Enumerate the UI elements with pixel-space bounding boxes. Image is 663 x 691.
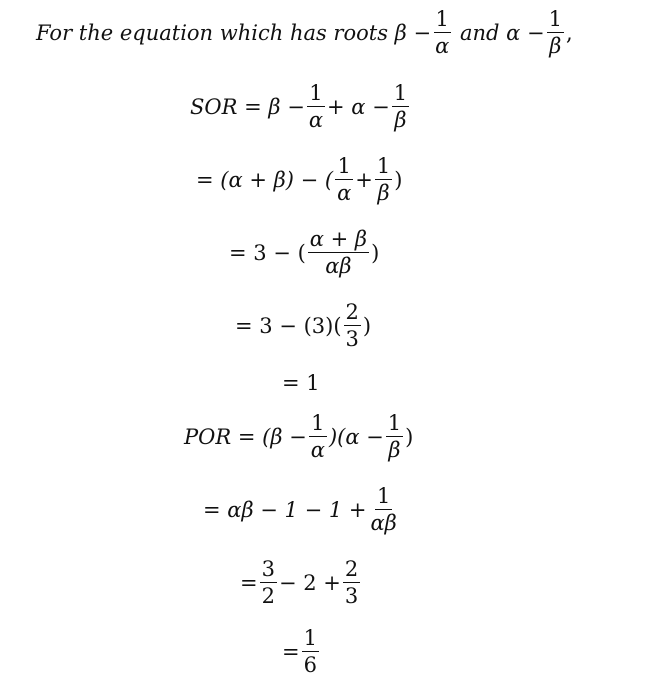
- por-result: [282, 627, 321, 676]
- step2-fraction-1-den: α: [337, 181, 352, 206]
- por-fraction-2: [386, 412, 403, 461]
- step4-fraction-num: 2: [344, 301, 361, 326]
- por-step-3: [240, 558, 362, 607]
- root2-fraction: [547, 8, 564, 57]
- por-fraction-1: [309, 412, 327, 461]
- sor-fraction-2: [392, 82, 409, 131]
- step8-fraction-1-num: 3: [260, 558, 277, 583]
- sor-step-4: [235, 301, 371, 350]
- por-fraction-1-num: 1: [309, 412, 326, 437]
- step2-fraction-2-den: β: [377, 181, 390, 206]
- step2-fraction-2: [375, 155, 392, 204]
- por-close: ): [405, 424, 414, 449]
- intro-joiner: and α −: [459, 20, 545, 45]
- step8-fraction-2-den: 3: [344, 584, 359, 609]
- sor-fraction-1-den: α: [308, 108, 324, 133]
- sor-result-text: = 1: [282, 371, 320, 395]
- root1-denominator: α: [435, 34, 450, 59]
- step3-fraction-den: αβ: [325, 254, 352, 279]
- step2-fraction-2-num: 1: [375, 155, 392, 180]
- step3-close: ): [371, 240, 380, 265]
- sor-step-2: [196, 155, 402, 204]
- por-fraction-2-den: β: [388, 438, 401, 463]
- step2-fraction-1-num: 1: [335, 155, 352, 180]
- step2-close: ): [394, 167, 403, 192]
- por-line: [184, 412, 413, 461]
- por-fraction-2-num: 1: [386, 412, 403, 437]
- sor-result: [282, 371, 320, 395]
- step3-fraction: [308, 228, 369, 277]
- step3-fraction-num: α + β: [308, 228, 369, 253]
- intro-tail: ,: [565, 20, 573, 45]
- sor-term-a: β −: [268, 94, 305, 119]
- root2-denominator: β: [549, 34, 562, 59]
- por-label: POR: [184, 424, 232, 449]
- sor-step-3: [229, 228, 379, 277]
- sor-line: [190, 82, 411, 131]
- step4-fraction-den: 3: [345, 327, 359, 352]
- sor-equals: =: [244, 94, 262, 119]
- step8-equals: =: [240, 570, 258, 595]
- step2-plus: +: [355, 167, 373, 192]
- sor-fraction-1-num: 1: [307, 82, 324, 107]
- root1-numerator: 1: [434, 8, 451, 33]
- sor-fraction-2-den: β: [394, 108, 407, 133]
- step8-mid: − 2 +: [278, 570, 341, 595]
- step8-fraction-1-den: 2: [261, 584, 275, 609]
- por-lead: = (β −: [237, 424, 307, 449]
- por-step-2: [203, 485, 401, 534]
- step7-fraction-den: αβ: [370, 511, 397, 536]
- step7-fraction: [368, 485, 398, 534]
- step4-lead: = 3 − (3)(: [235, 313, 342, 338]
- intro-line: [36, 8, 573, 57]
- step2-fraction-1: [335, 155, 353, 204]
- sor-fraction-1: [307, 82, 325, 131]
- root1-lead: β −: [394, 20, 432, 45]
- step8-fraction-2-num: 2: [343, 558, 360, 583]
- sor-fraction-2-num: 1: [392, 82, 409, 107]
- step3-lead: = 3 − (: [229, 240, 306, 265]
- intro-text: For the equation which has roots: [36, 20, 388, 45]
- step8-fraction-2: [343, 558, 360, 607]
- por-mid: )(α −: [328, 424, 384, 449]
- step4-fraction: [344, 301, 361, 350]
- step2-lead: = (α + β) − (: [196, 167, 334, 192]
- step7-fraction-num: 1: [375, 485, 392, 510]
- root2-numerator: 1: [547, 8, 564, 33]
- step7-lead: = αβ − 1 − 1 +: [203, 497, 367, 522]
- step9-fraction: [302, 627, 319, 676]
- sor-label: SOR: [190, 94, 238, 119]
- step4-close: ): [362, 313, 372, 338]
- step9-equals: =: [282, 639, 300, 664]
- por-fraction-1-den: α: [310, 438, 325, 463]
- sor-term-b: + α −: [327, 94, 390, 119]
- root1-fraction: [433, 8, 451, 57]
- step8-fraction-1: [260, 558, 277, 607]
- step9-fraction-den: 6: [303, 653, 317, 678]
- step9-fraction-num: 1: [302, 627, 319, 652]
